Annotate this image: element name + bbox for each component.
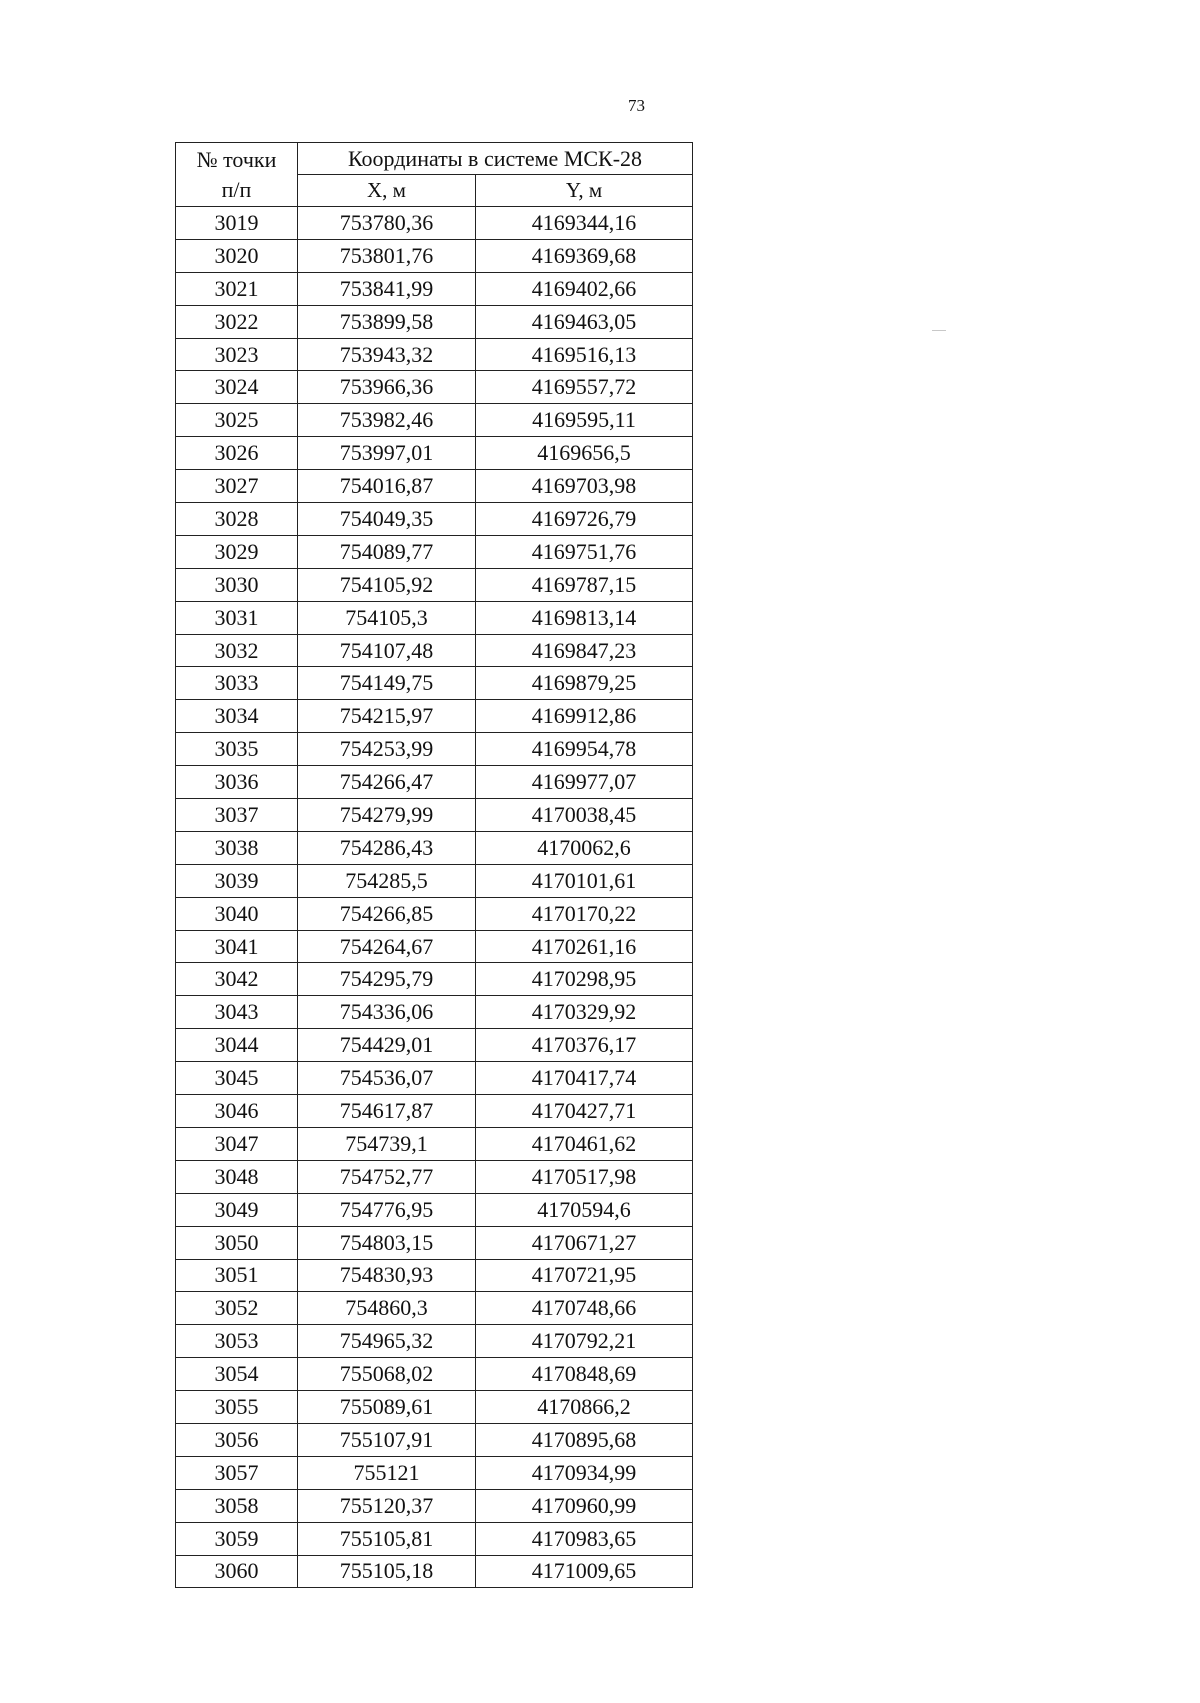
x-coordinate-cell: 754266,85 (298, 897, 476, 930)
point-number-cell: 3024 (176, 371, 298, 404)
x-coordinate-cell: 754336,06 (298, 996, 476, 1029)
table-row (176, 996, 693, 1029)
point-number-cell: 3040 (176, 897, 298, 930)
point-number-cell: 3055 (176, 1391, 298, 1424)
table-row (176, 1423, 693, 1456)
table-row (176, 470, 693, 503)
y-coordinate-cell: 4169954,78 (476, 733, 693, 766)
table-row (176, 601, 693, 634)
x-coordinate-cell: 753943,32 (298, 338, 476, 371)
header-y: Y, м (476, 175, 693, 207)
y-coordinate-cell: 4170329,92 (476, 996, 693, 1029)
point-number-cell: 3041 (176, 930, 298, 963)
x-coordinate-cell: 754149,75 (298, 667, 476, 700)
table-row (176, 503, 693, 536)
y-coordinate-cell: 4170792,21 (476, 1325, 693, 1358)
table-row (176, 1456, 693, 1489)
x-coordinate-cell: 754105,92 (298, 568, 476, 601)
x-coordinate-cell: 753982,46 (298, 404, 476, 437)
x-coordinate-cell: 755105,81 (298, 1522, 476, 1555)
x-coordinate-cell: 753966,36 (298, 371, 476, 404)
x-coordinate-cell: 754286,43 (298, 831, 476, 864)
table-row (176, 963, 693, 996)
x-coordinate-cell: 754429,01 (298, 1029, 476, 1062)
table-row (176, 1029, 693, 1062)
point-number-cell: 3052 (176, 1292, 298, 1325)
table-row (176, 667, 693, 700)
y-coordinate-cell: 4170983,65 (476, 1522, 693, 1555)
table-row (176, 1127, 693, 1160)
x-coordinate-cell: 754965,32 (298, 1325, 476, 1358)
x-coordinate-cell: 754295,79 (298, 963, 476, 996)
x-coordinate-cell: 755121 (298, 1456, 476, 1489)
table-row (176, 535, 693, 568)
x-coordinate-cell: 754776,95 (298, 1193, 476, 1226)
table-row (176, 930, 693, 963)
table-row (176, 1226, 693, 1259)
point-number-cell: 3022 (176, 305, 298, 338)
y-coordinate-cell: 4169847,23 (476, 634, 693, 667)
x-coordinate-cell: 753841,99 (298, 272, 476, 305)
point-number-cell: 3035 (176, 733, 298, 766)
y-coordinate-cell: 4169912,86 (476, 700, 693, 733)
y-coordinate-cell: 4170895,68 (476, 1423, 693, 1456)
table-row (176, 371, 693, 404)
point-number-cell: 3057 (176, 1456, 298, 1489)
y-coordinate-cell: 4169595,11 (476, 404, 693, 437)
y-coordinate-cell: 4169656,5 (476, 437, 693, 470)
point-number-cell: 3025 (176, 404, 298, 437)
point-number-cell: 3058 (176, 1489, 298, 1522)
x-coordinate-cell: 753801,76 (298, 239, 476, 272)
y-coordinate-cell: 4169977,07 (476, 766, 693, 799)
table-row (176, 1095, 693, 1128)
table-row (176, 733, 693, 766)
x-coordinate-cell: 754617,87 (298, 1095, 476, 1128)
point-number-cell: 3037 (176, 799, 298, 832)
table-row (176, 799, 693, 832)
x-coordinate-cell: 755120,37 (298, 1489, 476, 1522)
point-number-cell: 3028 (176, 503, 298, 536)
y-coordinate-cell: 4169751,76 (476, 535, 693, 568)
x-coordinate-cell: 754739,1 (298, 1127, 476, 1160)
table-row (176, 1193, 693, 1226)
table-row (176, 1160, 693, 1193)
y-coordinate-cell: 4170721,95 (476, 1259, 693, 1292)
y-coordinate-cell: 4169726,79 (476, 503, 693, 536)
scan-artifact (932, 330, 946, 331)
x-coordinate-cell: 754215,97 (298, 700, 476, 733)
point-number-cell: 3043 (176, 996, 298, 1029)
table-row (176, 864, 693, 897)
y-coordinate-cell: 4170866,2 (476, 1391, 693, 1424)
point-number-cell: 3038 (176, 831, 298, 864)
table-row (176, 338, 693, 371)
x-coordinate-cell: 754279,99 (298, 799, 476, 832)
x-coordinate-cell: 754803,15 (298, 1226, 476, 1259)
y-coordinate-cell: 4170298,95 (476, 963, 693, 996)
table-row (176, 1555, 693, 1588)
point-number-cell: 3056 (176, 1423, 298, 1456)
y-coordinate-cell: 4170594,6 (476, 1193, 693, 1226)
table-row (176, 831, 693, 864)
table-row (176, 437, 693, 470)
page-number: 73 (628, 96, 645, 115)
x-coordinate-cell: 755105,18 (298, 1555, 476, 1588)
point-number-cell: 3048 (176, 1160, 298, 1193)
y-coordinate-cell: 4170671,27 (476, 1226, 693, 1259)
table-row (176, 897, 693, 930)
y-coordinate-cell: 4170101,61 (476, 864, 693, 897)
point-number-cell: 3060 (176, 1555, 298, 1588)
y-coordinate-cell: 4170417,74 (476, 1062, 693, 1095)
x-coordinate-cell: 754264,67 (298, 930, 476, 963)
point-number-cell: 3046 (176, 1095, 298, 1128)
y-coordinate-cell: 4169557,72 (476, 371, 693, 404)
y-coordinate-cell: 4169703,98 (476, 470, 693, 503)
y-coordinate-cell: 4170848,69 (476, 1358, 693, 1391)
x-coordinate-cell: 754752,77 (298, 1160, 476, 1193)
x-coordinate-cell: 753780,36 (298, 207, 476, 240)
y-coordinate-cell: 4170038,45 (476, 799, 693, 832)
point-number-cell: 3032 (176, 634, 298, 667)
y-coordinate-cell: 4170461,62 (476, 1127, 693, 1160)
x-coordinate-cell: 754830,93 (298, 1259, 476, 1292)
point-number-cell: 3036 (176, 766, 298, 799)
x-coordinate-cell: 755089,61 (298, 1391, 476, 1424)
x-coordinate-cell: 754089,77 (298, 535, 476, 568)
point-number-cell: 3051 (176, 1259, 298, 1292)
point-number-cell: 3039 (176, 864, 298, 897)
point-number-cell: 3054 (176, 1358, 298, 1391)
x-coordinate-cell: 755107,91 (298, 1423, 476, 1456)
header-point-number-text: № точки п/п (196, 146, 277, 202)
table-row (176, 634, 693, 667)
y-coordinate-cell: 4169787,15 (476, 568, 693, 601)
table-row (176, 1489, 693, 1522)
table-row (176, 1522, 693, 1555)
point-number-cell: 3053 (176, 1325, 298, 1358)
point-number-cell: 3020 (176, 239, 298, 272)
header-x: X, м (298, 175, 476, 207)
point-number-cell: 3029 (176, 535, 298, 568)
x-coordinate-cell: 753899,58 (298, 305, 476, 338)
coordinates-table (175, 142, 693, 1588)
point-number-cell: 3042 (176, 963, 298, 996)
point-number-cell: 3019 (176, 207, 298, 240)
point-number-cell: 3033 (176, 667, 298, 700)
table-row (176, 305, 693, 338)
y-coordinate-cell: 4169813,14 (476, 601, 693, 634)
table-body (176, 207, 693, 1588)
point-number-cell: 3031 (176, 601, 298, 634)
table-row (176, 1259, 693, 1292)
table-row (176, 700, 693, 733)
table-row (176, 1062, 693, 1095)
table-row (176, 1292, 693, 1325)
table-row (176, 239, 693, 272)
y-coordinate-cell: 4170261,16 (476, 930, 693, 963)
table-row (176, 568, 693, 601)
y-coordinate-cell: 4171009,65 (476, 1555, 693, 1588)
point-number-cell: 3045 (176, 1062, 298, 1095)
table-row (176, 207, 693, 240)
x-coordinate-cell: 754049,35 (298, 503, 476, 536)
point-number-cell: 3021 (176, 272, 298, 305)
x-coordinate-cell: 754105,3 (298, 601, 476, 634)
point-number-cell: 3047 (176, 1127, 298, 1160)
header-point-number (176, 143, 298, 207)
x-coordinate-cell: 755068,02 (298, 1358, 476, 1391)
y-coordinate-cell: 4170960,99 (476, 1489, 693, 1522)
x-coordinate-cell: 753997,01 (298, 437, 476, 470)
point-number-cell: 3050 (176, 1226, 298, 1259)
y-coordinate-cell: 4170062,6 (476, 831, 693, 864)
x-coordinate-cell: 754536,07 (298, 1062, 476, 1095)
y-coordinate-cell: 4170934,99 (476, 1456, 693, 1489)
header-coordinates: Координаты в системе МСК-28 (298, 143, 693, 175)
point-number-cell: 3049 (176, 1193, 298, 1226)
table-row (176, 404, 693, 437)
x-coordinate-cell: 754285,5 (298, 864, 476, 897)
y-coordinate-cell: 4169516,13 (476, 338, 693, 371)
point-number-cell: 3023 (176, 338, 298, 371)
table-row (176, 1325, 693, 1358)
y-coordinate-cell: 4170748,66 (476, 1292, 693, 1325)
y-coordinate-cell: 4169344,16 (476, 207, 693, 240)
table-row (176, 766, 693, 799)
point-number-cell: 3027 (176, 470, 298, 503)
y-coordinate-cell: 4169463,05 (476, 305, 693, 338)
y-coordinate-cell: 4170170,22 (476, 897, 693, 930)
y-coordinate-cell: 4170427,71 (476, 1095, 693, 1128)
point-number-cell: 3030 (176, 568, 298, 601)
x-coordinate-cell: 754107,48 (298, 634, 476, 667)
point-number-cell: 3059 (176, 1522, 298, 1555)
point-number-cell: 3026 (176, 437, 298, 470)
point-number-cell: 3044 (176, 1029, 298, 1062)
y-coordinate-cell: 4170376,17 (476, 1029, 693, 1062)
y-coordinate-cell: 4169369,68 (476, 239, 693, 272)
x-coordinate-cell: 754860,3 (298, 1292, 476, 1325)
point-number-cell: 3034 (176, 700, 298, 733)
y-coordinate-cell: 4169879,25 (476, 667, 693, 700)
x-coordinate-cell: 754253,99 (298, 733, 476, 766)
x-coordinate-cell: 754016,87 (298, 470, 476, 503)
table-row (176, 1358, 693, 1391)
x-coordinate-cell: 754266,47 (298, 766, 476, 799)
y-coordinate-cell: 4170517,98 (476, 1160, 693, 1193)
table-row (176, 272, 693, 305)
table-row (176, 1391, 693, 1424)
y-coordinate-cell: 4169402,66 (476, 272, 693, 305)
